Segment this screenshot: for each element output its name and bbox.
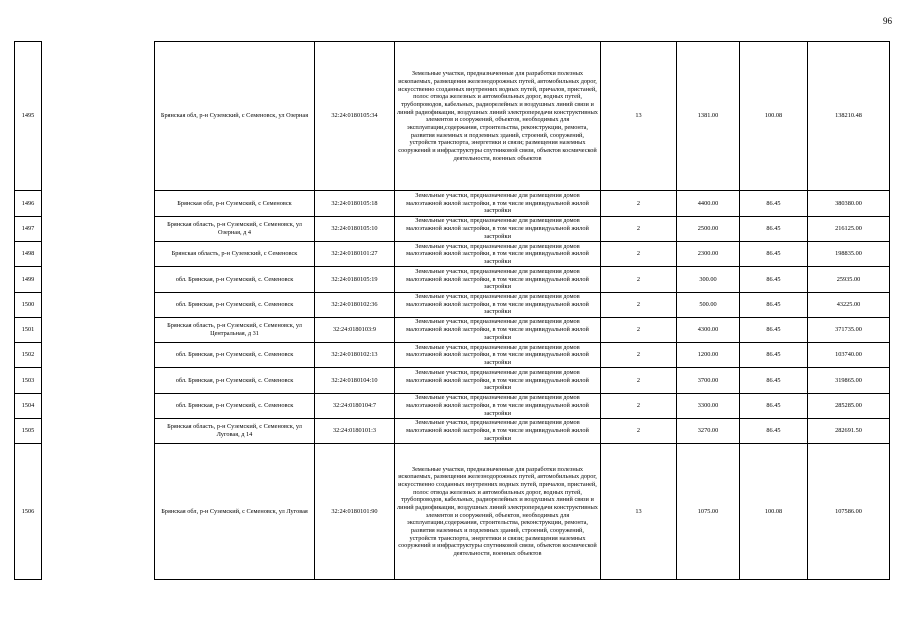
table-row	[15, 317, 890, 342]
area-cell: 3300.00	[677, 393, 740, 418]
table-row	[15, 42, 890, 191]
specific-value-cell: 86.45	[740, 393, 808, 418]
group-code-cell: 2	[601, 418, 677, 443]
cadastral-number-cell: 32:24:0180101:3	[315, 418, 395, 443]
address-cell: обл. Брянская, р-н Суземский, с. Семеновск	[155, 292, 315, 317]
cadastral-number-cell: 32:24:0180105:10	[315, 216, 395, 241]
row-number-cell: 1499	[15, 267, 42, 292]
specific-value-cell: 86.45	[740, 292, 808, 317]
area-cell: 3270.00	[677, 418, 740, 443]
cadastral-value-cell: 138210.48	[808, 42, 890, 191]
group-code-cell: 13	[601, 444, 677, 580]
cadastral-value-cell: 107586.00	[808, 444, 890, 580]
table-row	[15, 292, 890, 317]
land-use-purpose-cell: Земельные участки, предназначенные для размещения домов малоэтажной жилой застройки, в том числе индивидуальной жилой застройки	[395, 393, 601, 418]
gap-cell	[42, 317, 155, 342]
specific-value-cell: 100.08	[740, 42, 808, 191]
land-use-purpose-cell: Земельные участки, предназначенные для размещения домов малоэтажной жилой застройки, в том числе индивидуальной жилой застройки	[395, 267, 601, 292]
land-use-purpose-cell: Земельные участки, предназначенные для размещения домов малоэтажной жилой застройки, в том числе индивидуальной жилой застройки	[395, 191, 601, 216]
row-number-cell: 1502	[15, 343, 42, 368]
area-cell: 2300.00	[677, 241, 740, 266]
row-number-cell: 1496	[15, 191, 42, 216]
area-cell: 3700.00	[677, 368, 740, 393]
specific-value-cell: 86.45	[740, 317, 808, 342]
address-cell: обл. Брянская, р-н Суземский, с. Семеновск	[155, 267, 315, 292]
area-cell: 300.00	[677, 267, 740, 292]
cadastral-value-cell: 43225.00	[808, 292, 890, 317]
address-cell: обл. Брянская, р-н Суземский, с. Семеновск	[155, 343, 315, 368]
cadastral-number-cell: 32:24:0180102:13	[315, 343, 395, 368]
specific-value-cell: 86.45	[740, 267, 808, 292]
area-cell: 1200.00	[677, 343, 740, 368]
cadastral-number-cell: 32:24:0180105:19	[315, 267, 395, 292]
specific-value-cell: 86.45	[740, 418, 808, 443]
group-code-cell: 2	[601, 191, 677, 216]
land-use-purpose-cell: Земельные участки, предназначенные для разработки полезных ископаемых, размещения железнодорожных путей, автомобильных дорог, искусственно созданных внутренних водных путей, причалов, пристаней, полос отвода железных и автомобильных дорог, водных путей, трубопроводов, кабельных, радиорелейных и воздушных линий связи и линий радиофикации, воздушных линий электропередачи конструктивных элементов и сооружений, объектов, необходимых для эксплуатации,содержания, строительства, реконструкции, ремонта, развития наземных и подземных зданий, строений, сооружений, устройств транспорта, энергетики и связи; размещения наземных сооружений и инфраструктуры спутниковой связи, объектов космической деятельности, военных объектов	[395, 42, 601, 191]
table-row	[15, 368, 890, 393]
group-code-cell: 2	[601, 393, 677, 418]
cadastral-value-cell: 285285.00	[808, 393, 890, 418]
group-code-cell: 2	[601, 292, 677, 317]
address-cell: Брянская обл, р-н Суземский, с Семеновск, ул Луговая	[155, 444, 315, 580]
cadastral-number-cell: 32:24:0180103:9	[315, 317, 395, 342]
group-code-cell: 2	[601, 216, 677, 241]
address-cell: обл. Брянская, р-н Суземский, с. Семеновск	[155, 393, 315, 418]
table-row	[15, 418, 890, 443]
table-row	[15, 343, 890, 368]
land-use-purpose-cell: Земельные участки, предназначенные для размещения домов малоэтажной жилой застройки, в том числе индивидуальной жилой застройки	[395, 368, 601, 393]
specific-value-cell: 86.45	[740, 343, 808, 368]
gap-cell	[42, 292, 155, 317]
row-number-cell: 1505	[15, 418, 42, 443]
cadastral-number-cell: 32:24:0180105:34	[315, 42, 395, 191]
gap-cell	[42, 343, 155, 368]
group-code-cell: 13	[601, 42, 677, 191]
cadastral-value-cell: 216125.00	[808, 216, 890, 241]
area-cell: 4400.00	[677, 191, 740, 216]
group-code-cell: 2	[601, 343, 677, 368]
land-use-purpose-cell: Земельные участки, предназначенные для размещения домов малоэтажной жилой застройки, в том числе индивидуальной жилой застройки	[395, 292, 601, 317]
gap-cell	[42, 42, 155, 191]
area-cell: 1381.00	[677, 42, 740, 191]
table-row	[15, 191, 890, 216]
area-cell: 4300.00	[677, 317, 740, 342]
cadastral-number-cell: 32:24:0180101:90	[315, 444, 395, 580]
table-row	[15, 267, 890, 292]
land-use-purpose-cell: Земельные участки, предназначенные для размещения домов малоэтажной жилой застройки, в том числе индивидуальной жилой застройки	[395, 317, 601, 342]
cadastral-value-cell: 380380.00	[808, 191, 890, 216]
land-use-purpose-cell: Земельные участки, предназначенные для разработки полезных ископаемых, размещения железнодорожных путей, автомобильных дорог, искусственно созданных внутренних водных путей, причалов, пристаней, полос отвода железных и автомобильных дорог, водных путей, трубопроводов, кабельных, радиорелейных и воздушных линий связи и линий радиофикации, воздушных линий электропередачи конструктивных элементов и сооружений, объектов, необходимых для эксплуатации,содержания, строительства, реконструкции, ремонта, развития наземных и подземных зданий, строений, сооружений, устройств транспорта, энергетики и связи; размещения наземных сооружений и инфраструктуры спутниковой связи, объектов космической деятельности, военных объектов	[395, 444, 601, 580]
cadastral-number-cell: 32:24:0180102:36	[315, 292, 395, 317]
group-code-cell: 2	[601, 368, 677, 393]
gap-cell	[42, 267, 155, 292]
specific-value-cell: 86.45	[740, 241, 808, 266]
land-use-purpose-cell: Земельные участки, предназначенные для размещения домов малоэтажной жилой застройки, в том числе индивидуальной жилой застройки	[395, 216, 601, 241]
gap-cell	[42, 368, 155, 393]
cadastral-number-cell: 32:24:0180105:18	[315, 191, 395, 216]
row-number-cell: 1501	[15, 317, 42, 342]
gap-cell	[42, 393, 155, 418]
row-number-cell: 1498	[15, 241, 42, 266]
gap-cell	[42, 191, 155, 216]
address-cell: Брянская обл, р-н Суземский, с Семеновск, ул Озерная	[155, 42, 315, 191]
row-number-cell: 1503	[15, 368, 42, 393]
cadastral-number-cell: 32:24:0180101:27	[315, 241, 395, 266]
specific-value-cell: 86.45	[740, 216, 808, 241]
cadastral-value-cell: 25935.00	[808, 267, 890, 292]
address-cell: Брянская область, р-н Суземский, с Семеновск	[155, 241, 315, 266]
row-number-cell: 1500	[15, 292, 42, 317]
address-cell: Брянская обл, р-н Суземский, с Семеновск	[155, 191, 315, 216]
row-number-cell: 1495	[15, 42, 42, 191]
row-number-cell: 1497	[15, 216, 42, 241]
area-cell: 1075.00	[677, 444, 740, 580]
cadastral-value-cell: 371735.00	[808, 317, 890, 342]
specific-value-cell: 100.08	[740, 444, 808, 580]
specific-value-cell: 86.45	[740, 191, 808, 216]
specific-value-cell: 86.45	[740, 368, 808, 393]
group-code-cell: 2	[601, 317, 677, 342]
table-row	[15, 393, 890, 418]
cadastral-number-cell: 32:24:0180104:7	[315, 393, 395, 418]
cadastral-value-cell: 319865.00	[808, 368, 890, 393]
cadastral-value-cell: 198835.00	[808, 241, 890, 266]
table-row	[15, 216, 890, 241]
address-cell: обл. Брянская, р-н Суземский, с. Семеновск	[155, 368, 315, 393]
row-number-cell: 1506	[15, 444, 42, 580]
gap-cell	[42, 216, 155, 241]
cadastral-number-cell: 32:24:0180104:10	[315, 368, 395, 393]
address-cell: Брянская область, р-н Суземский, с Семеновск, ул Центральная, д 31	[155, 317, 315, 342]
cadastral-value-table	[14, 41, 890, 580]
cadastral-value-cell: 103740.00	[808, 343, 890, 368]
table-row	[15, 444, 890, 580]
row-number-cell: 1504	[15, 393, 42, 418]
group-code-cell: 2	[601, 241, 677, 266]
area-cell: 2500.00	[677, 216, 740, 241]
gap-cell	[42, 444, 155, 580]
land-use-purpose-cell: Земельные участки, предназначенные для размещения домов малоэтажной жилой застройки, в том числе индивидуальной жилой застройки	[395, 343, 601, 368]
page-number: 96	[883, 16, 892, 26]
address-cell: Брянская область, р-н Суземский, с Семеновск, ул Озерная, д 4	[155, 216, 315, 241]
table-row	[15, 241, 890, 266]
land-use-purpose-cell: Земельные участки, предназначенные для размещения домов малоэтажной жилой застройки, в том числе индивидуальной жилой застройки	[395, 241, 601, 266]
group-code-cell: 2	[601, 267, 677, 292]
area-cell: 500.00	[677, 292, 740, 317]
cadastral-value-cell: 282691.50	[808, 418, 890, 443]
gap-cell	[42, 241, 155, 266]
gap-cell	[42, 418, 155, 443]
land-use-purpose-cell: Земельные участки, предназначенные для размещения домов малоэтажной жилой застройки, в том числе индивидуальной жилой застройки	[395, 418, 601, 443]
address-cell: Брянская область, р-н Суземский, с Семеновск, ул Луговая, д 14	[155, 418, 315, 443]
